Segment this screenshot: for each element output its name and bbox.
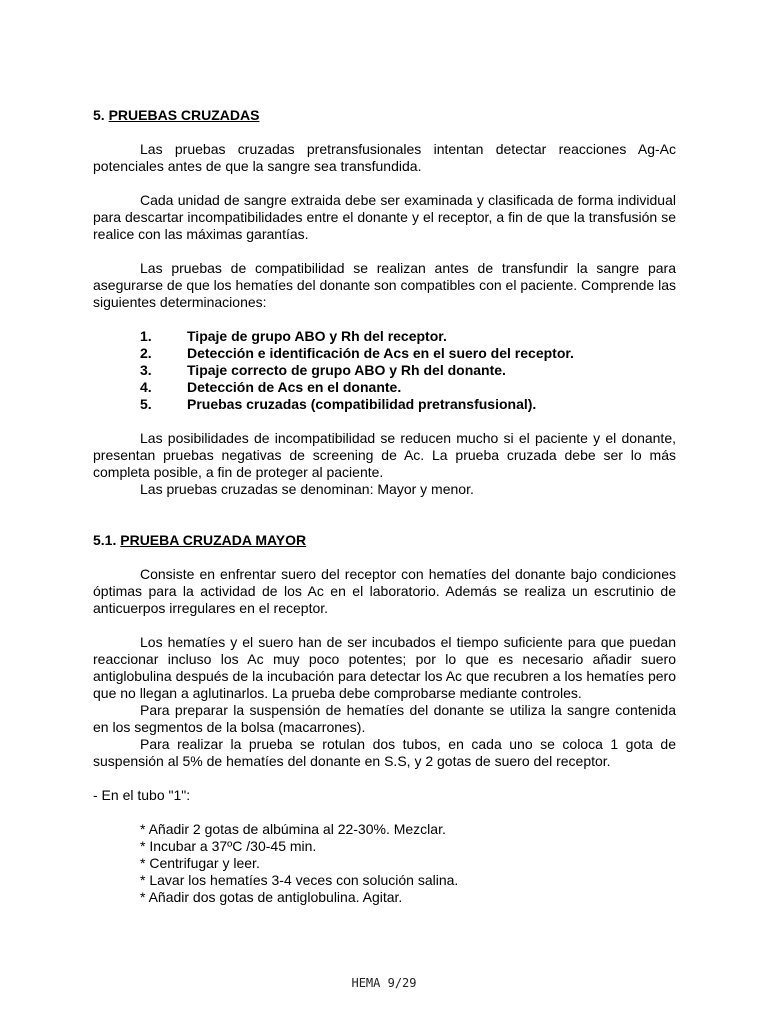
section-5-title: PRUEBAS CRUZADAS <box>108 107 260 123</box>
list-item: 2. Detección e identificación de Acs en el suero del receptor. <box>140 345 574 361</box>
list-item: 4. Detección de Acs en el donante. <box>140 379 402 395</box>
section-5-number: 5. <box>93 107 105 123</box>
list-item: * Añadir dos gotas de antiglobulina. Agitar. <box>140 889 403 905</box>
tube-1-steps <box>93 821 676 906</box>
section-5-paragraph-5: Las pruebas cruzadas se denominan: Mayor y menor. <box>140 481 474 497</box>
section-5-1-paragraph-2: Los hematíes y el suero han de ser incubados el tiempo suficiente para que puedan reaccionar incluso los Ac muy poco potentes; por lo que es necesario añadir suero antiglobulina después de la incubación para detectar los Ac que recubren a los hematíes pero que no llegan a aglutinarlos. La prueba debe comprobarse mediante controles. <box>93 634 676 701</box>
section-5-paragraph-1: Las pruebas cruzadas pretransfusionales intentan detectar reacciones Ag-Ac potenciales antes de que la sangre sea transfundida. <box>93 141 676 174</box>
determinations-list <box>93 328 676 413</box>
list-item: 1. Tipaje de grupo ABO y Rh del receptor. <box>140 328 447 344</box>
list-item: * Lavar los hematíes 3-4 veces con solución salina. <box>140 872 459 888</box>
document-body <box>93 107 676 906</box>
tube-1-label: - En el tubo "1": <box>93 787 191 803</box>
list-item: 5. Pruebas cruzadas (compatibilidad pretransfusional). <box>140 396 537 412</box>
section-5-1-heading <box>93 532 676 549</box>
section-5-1-paragraph-1: Consiste en enfrentar suero del receptor con hematíes del donante bajo condiciones óptimas para la actividad de los Ac en el laboratorio. Además se realiza un escrutinio de anticuerpos irregulares en el receptor. <box>93 566 676 616</box>
section-5-1-number: 5.1. <box>93 532 117 548</box>
page-footer: HEMA 9/29 <box>351 976 417 990</box>
section-5-1-paragraph-3: Para preparar la suspensión de hematíes del donante se utiliza la sangre contenida en los segmentos de la bolsa (macarrones). <box>93 702 676 735</box>
list-item: 3. Tipaje correcto de grupo ABO y Rh del donante. <box>140 362 506 378</box>
section-5-paragraph-2: Cada unidad de sangre extraida debe ser examinada y clasificada de forma individual para descartar incompatibilidades entre el donante y el receptor, a fin de que la transfusión se realice con las máximas garantías. <box>93 192 676 242</box>
list-item: * Añadir 2 gotas de albúmina al 22-30%. Mezclar. <box>140 821 446 837</box>
list-item: * Centrifugar y leer. <box>140 855 260 871</box>
section-5-heading <box>93 107 676 124</box>
section-5-1-title: PRUEBA CRUZADA MAYOR <box>120 532 307 548</box>
section-5-paragraph-3: Las pruebas de compatibilidad se realizan antes de transfundir la sangre para asegurarse de que los hematíes del donante son compatibles con el paciente. Comprende las siguientes determinaciones: <box>93 260 676 310</box>
section-5-1-paragraph-4: Para realizar la prueba se rotulan dos tubos, en cada uno se coloca 1 gota de suspensión al 5% de hematíes del donante en S.S, y 2 gotas de suero del receptor. <box>93 736 676 769</box>
list-item: * Incubar a 37ºC /30-45 min. <box>140 838 317 854</box>
section-5-paragraph-4: Las posibilidades de incompatibilidad se reducen mucho si el paciente y el donante, presentan pruebas negativas de screening de Ac. La prueba cruzada debe ser lo más completa posible, a fin de proteger al paciente. <box>93 430 676 480</box>
